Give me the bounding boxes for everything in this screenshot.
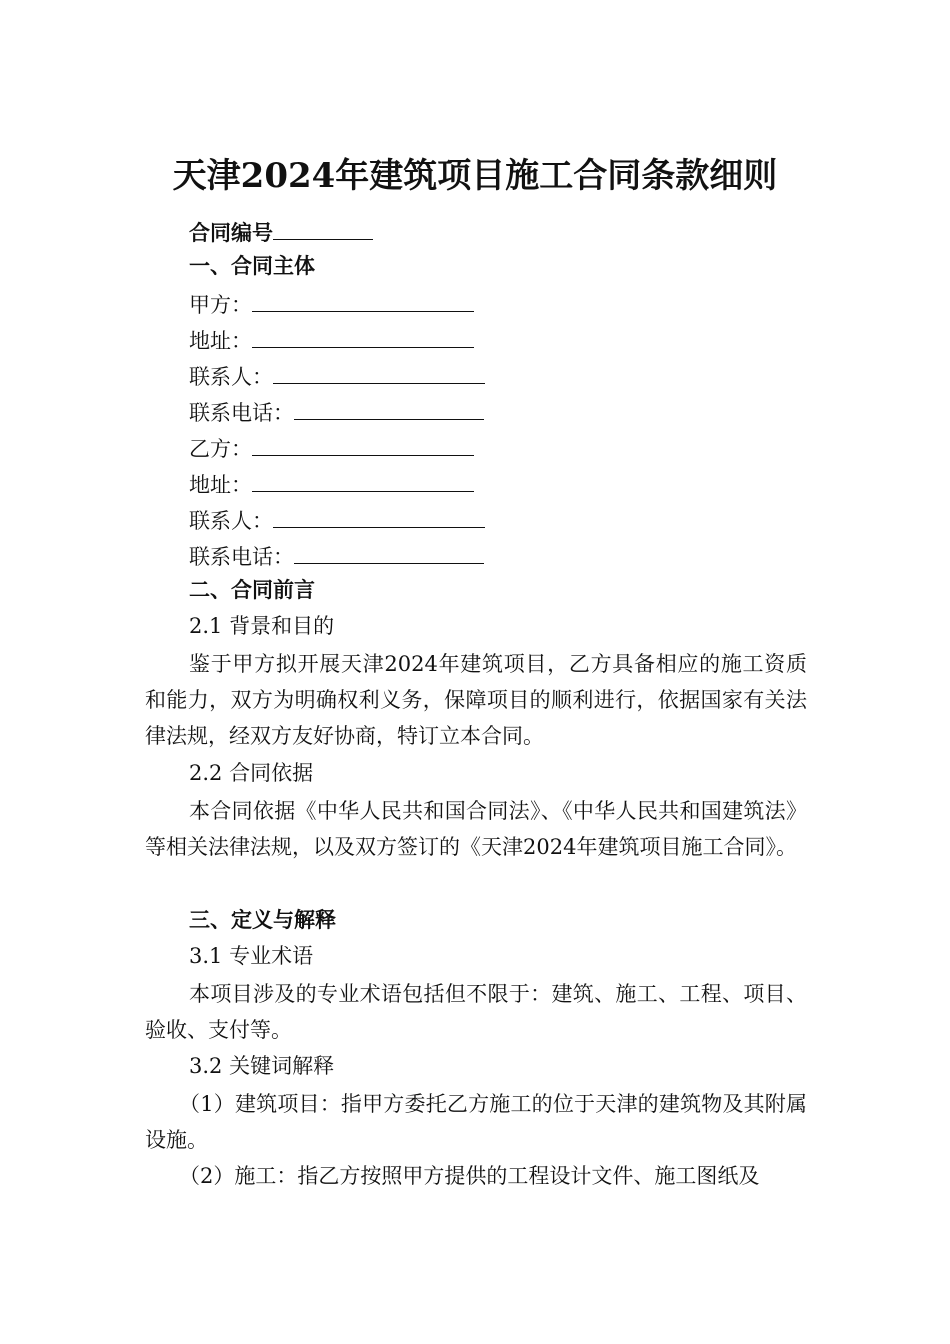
section3-1-paragraph: 本项目涉及的专业术语包括但不限于：建筑、施工、工程、项目、验收、支付等。 [145,982,807,1042]
party-a-name-row [189,287,474,320]
party-b-address-blank[interactable] [252,467,474,492]
section3-heading: 三、定义与解释 [189,907,336,932]
definition-item-1: （1）建筑项目：指甲方委托乙方施工的位于天津的建筑物及其附属设施。 [145,1092,807,1152]
section3-1-heading: 3.1 专业术语 [189,944,314,968]
party-b-phone-blank[interactable] [294,539,484,564]
party-a-contact-label: 联系人： [189,365,273,389]
section2-heading: 二、合同前言 [189,577,315,602]
party-b-name-label: 乙方： [189,437,252,461]
party-a-address-blank[interactable] [252,323,474,348]
party-a-phone-label: 联系电话： [189,401,294,425]
party-a-name-label: 甲方： [189,293,252,317]
party-a-name-blank[interactable] [252,287,474,312]
section2-2-heading: 2.2 合同依据 [189,761,314,785]
party-a-phone-row [189,395,484,428]
definition-item-2: （2）施工：指乙方按照甲方提供的工程设计文件、施工图纸及 [179,1164,760,1188]
contract-number-label: 合同编号 [189,220,273,245]
party-b-phone-row [189,539,484,572]
party-b-name-blank[interactable] [252,431,474,456]
party-a-contact-row [189,359,485,392]
contract-number-blank[interactable] [273,215,373,240]
party-a-address-label: 地址： [189,329,252,353]
section1-heading: 一、合同主体 [189,253,315,278]
section2-1-paragraph: 鉴于甲方拟开展天津2024年建筑项目，乙方具备相应的施工资质和能力，双方为明确权利义务，保障项目的顺利进行，依据国家有关法律法规，经双方友好协商，特订立本合同。 [145,652,807,748]
section2-2-paragraph: 本合同依据《中华人民共和国合同法》、《中华人民共和国建筑法》等相关法律法规，以及双方签订的《天津2024年建筑项目施工合同》。 [145,799,807,859]
section3-2-heading: 3.2 关键词解释 [189,1054,335,1078]
section2-1-heading: 2.1 背景和目的 [189,614,335,638]
party-a-contact-blank[interactable] [273,359,485,384]
party-b-address-label: 地址： [189,473,252,497]
document-title: 天津2024年建筑项目施工合同条款细则 [172,156,778,196]
party-b-phone-label: 联系电话： [189,545,294,569]
contract-number-row [189,215,373,248]
party-a-address-row [189,323,474,356]
party-b-name-row [189,431,474,464]
party-b-contact-label: 联系人： [189,509,273,533]
party-b-address-row [189,467,474,500]
party-b-contact-row [189,503,485,536]
party-b-contact-blank[interactable] [273,503,485,528]
party-a-phone-blank[interactable] [294,395,484,420]
